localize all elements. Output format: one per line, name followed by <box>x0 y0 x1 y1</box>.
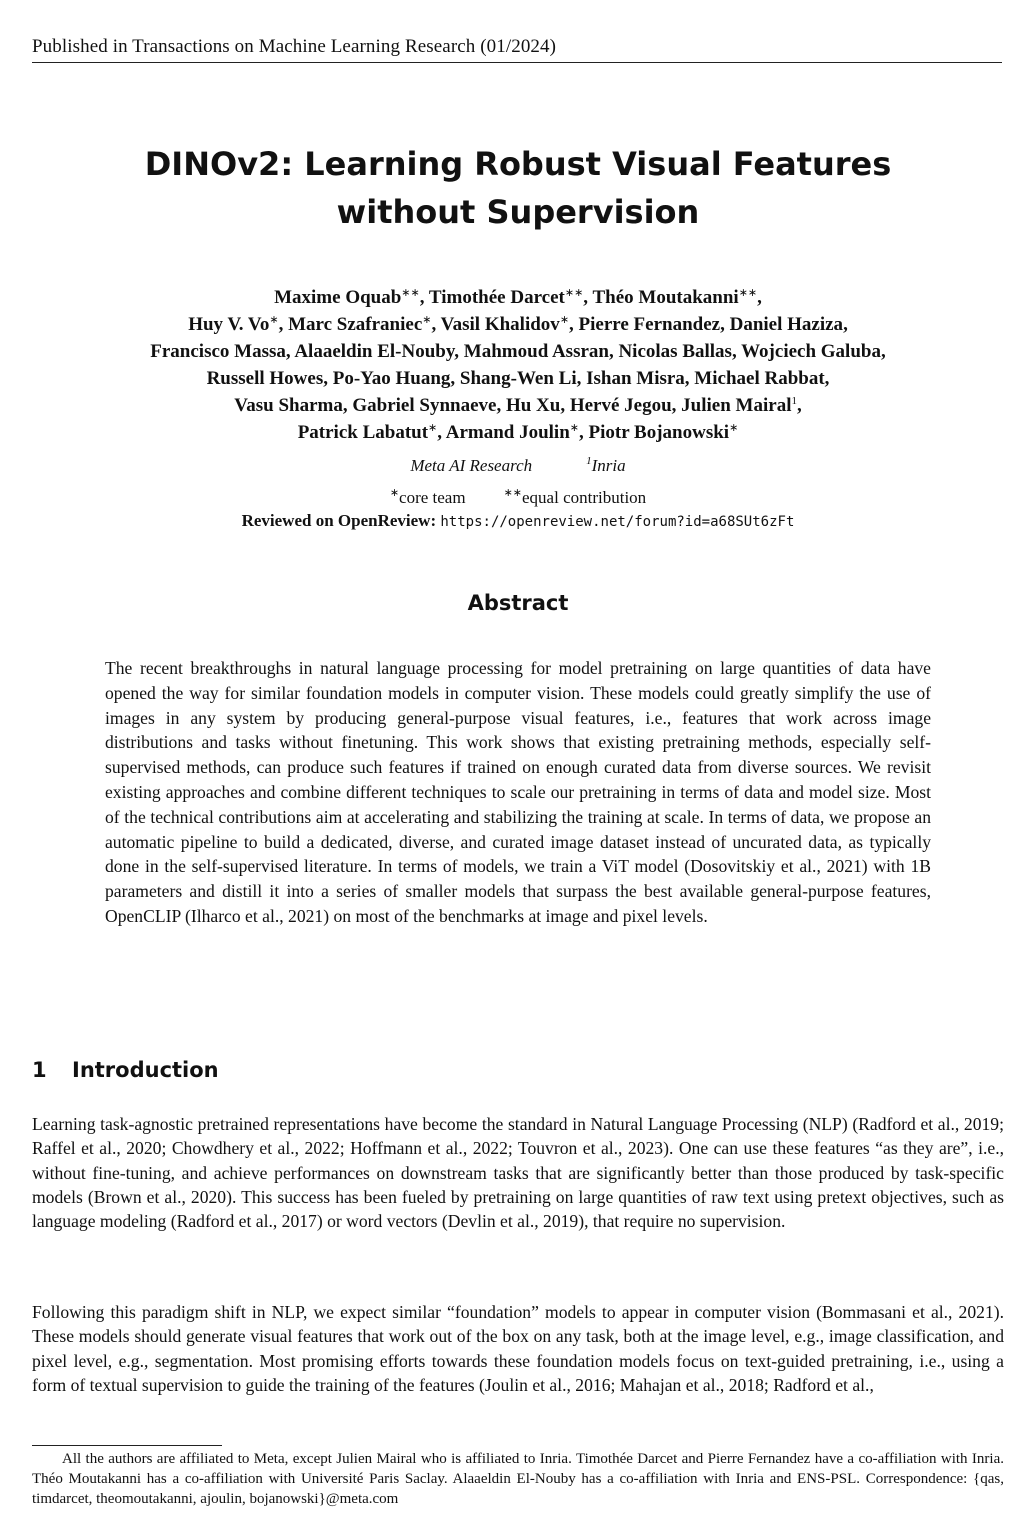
author-mark: ∗∗ <box>564 287 584 299</box>
core-team-mark: ∗ <box>389 487 400 499</box>
abstract-heading: Abstract <box>467 591 569 615</box>
author-mark: ∗ <box>422 314 432 326</box>
author-name: Vasil Khalidov <box>440 314 560 335</box>
author-mark: ∗ <box>729 422 739 434</box>
equal-contribution-note: equal contribution <box>522 488 647 507</box>
contribution-notes <box>0 488 1036 508</box>
author-name: Maxime Oquab <box>274 287 402 308</box>
author-line-1: Maxime Oquab∗∗, Timothée Darcet∗∗, Théo Moutakanni∗∗, <box>274 287 762 308</box>
author-mark: ∗∗ <box>738 287 758 299</box>
openreview-link[interactable]: https://openreview.net/forum?id=a68SUt6zFt <box>440 514 795 530</box>
affiliation-footnote: All the authors are affiliated to Meta, except Julien Mairal who is affiliated to Inria. Timothée Darcet and Pierre Fernandez have a co-affiliation with Inria. Théo Moutakanni has a co-affiliation with Université Paris Saclay. Alaaeldin El-Nouby has a co-affiliation with Inria and ENS-PSL. Correspondence: {qas, timdarcet, theomoutakanni, ajoulin, bojanowski}@meta.com <box>32 1451 1004 1507</box>
author-name: Huy V. Vo <box>188 314 270 335</box>
section-heading-introduction <box>32 1058 219 1082</box>
affiliations <box>0 456 1036 476</box>
intro-paragraph-1: Learning task-agnostic pretrained representations have become the standard in Natural Language Processing (NLP) (Radford et al., 2019; Raffel et al., 2020; Chowdhery et al., 2022; Hoffmann et al., 2022; Touvron et al., 2023). One can use these features “as they are”, i.e., without fine-tuning, and achieve performances on downstream tasks that are significantly better than those produced by task-specific models (Brown et al., 2020). This success has been fueled by pretraining on large quantities of raw text using pretext objectives, such as language modeling (Radford et al., 2017) or word vectors (Devlin et al., 2019), that require no supervision. <box>32 1114 1004 1232</box>
author-mark: ∗∗ <box>401 287 420 299</box>
paper-title <box>0 140 1036 236</box>
affiliation-inria-mark: 1 <box>586 455 592 467</box>
author-name: Patrick Labatut <box>297 422 429 443</box>
author-name: Vasu Sharma <box>234 395 343 416</box>
author-name: Gabriel Synnaeve <box>352 395 497 416</box>
author-line-2: Huy V. Vo∗, Marc Szafraniec∗, Vasil Khalidov∗, Pierre Fernandez, Daniel Haziza, <box>188 314 848 335</box>
author-name: Hu Xu <box>505 395 561 416</box>
review-line <box>0 511 1036 531</box>
section-number: 1 <box>32 1058 47 1082</box>
intro-paragraph-2: Following this paradigm shift in NLP, we expect similar “foundation” models to appear in computer vision (Bommasani et al., 2021). These models should generate visual features that work out of the box on any task, both at the image level, e.g., image classification, and pixel level, e.g., segmentation. Most promising efforts towards these foundation models focus on text-guided pretraining, i.e., using a form of textual supervision to guide the training of the features (Joulin et al., 2016; Mahajan et al., 2018; Radford et al., <box>32 1302 1004 1395</box>
author-name: Théo Moutakanni <box>592 287 739 308</box>
review-label: Reviewed on OpenReview: <box>241 511 437 530</box>
author-name: Julien Mairal <box>681 395 792 416</box>
title-line-2: without Supervision <box>336 193 700 231</box>
section-title: Introduction <box>72 1058 219 1082</box>
core-team-note: core team <box>399 488 466 507</box>
author-mark: 1 <box>791 395 797 407</box>
footnote-rule <box>32 1445 222 1446</box>
equal-contribution-mark: ∗∗ <box>503 487 523 499</box>
author-list <box>0 284 1036 446</box>
author-name: Armand Joulin <box>445 422 570 443</box>
author-mark: ∗ <box>559 314 570 326</box>
author-mark: ∗ <box>269 314 279 326</box>
affiliation-inria: Inria <box>591 456 626 475</box>
author-name: Pierre Fernandez <box>578 314 721 335</box>
author-line-3: Francisco Massa, Alaaeldin El-Nouby, Mahmoud Assran, Nicolas Ballas, Wojciech Galuba, <box>150 341 886 362</box>
author-mark: ∗ <box>569 422 579 434</box>
title-line-1: DINOv2: Learning Robust Visual Features <box>144 145 892 183</box>
abstract-text: The recent breakthroughs in natural language processing for model pretraining on large quantities of data have opened the way for similar foundation models in computer vision. These models could greatly simplify the use of images in any system by producing general-purpose visual features, i.e., features that work across image distributions and tasks without finetuning. This work shows that existing pretraining methods, especially self-supervised methods, can produce such features if trained on enough curated data from diverse sources. We revisit existing approaches and combine different techniques to scale our pretraining in terms of data and model size. Most of the technical contributions aim at accelerating and stabilizing the training at scale. In terms of data, we propose an automatic pipeline to build a dedicated, diverse, and curated image dataset instead of uncurated data, as typically done in the self-supervised literature. In terms of models, we train a ViT model (Dosovitskiy et al., 2021) with 1B parameters and distill it into a series of smaller models that surpass the best available general-purpose features, OpenCLIP (Ilharco et al., 2021) on most of the benchmarks at image and pixel levels. <box>105 658 931 926</box>
author-line-5: Vasu Sharma, Gabriel Synnaeve, Hu Xu, Hervé Jegou, Julien Mairal$^1$, <box>234 395 802 416</box>
author-line-6: Patrick Labatut∗, Armand Joulin∗, Piotr Bojanowski∗ <box>297 422 739 443</box>
author-name: Hervé Jegou <box>569 395 672 416</box>
author-name: Piotr Bojanowski <box>588 422 730 443</box>
author-line-4: Russell Howes, Po-Yao Huang, Shang-Wen Li, Ishan Misra, Michael Rabbat, <box>206 368 830 389</box>
author-name: Marc Szafraniec <box>288 314 423 335</box>
author-mark: ∗ <box>428 422 438 434</box>
affiliation-meta: Meta AI Research <box>410 456 533 475</box>
running-head: Published in Transactions on Machine Learning Research (01/2024) <box>32 36 1002 63</box>
author-name: Daniel Haziza <box>729 314 844 335</box>
author-name: Timothée Darcet <box>428 287 565 308</box>
